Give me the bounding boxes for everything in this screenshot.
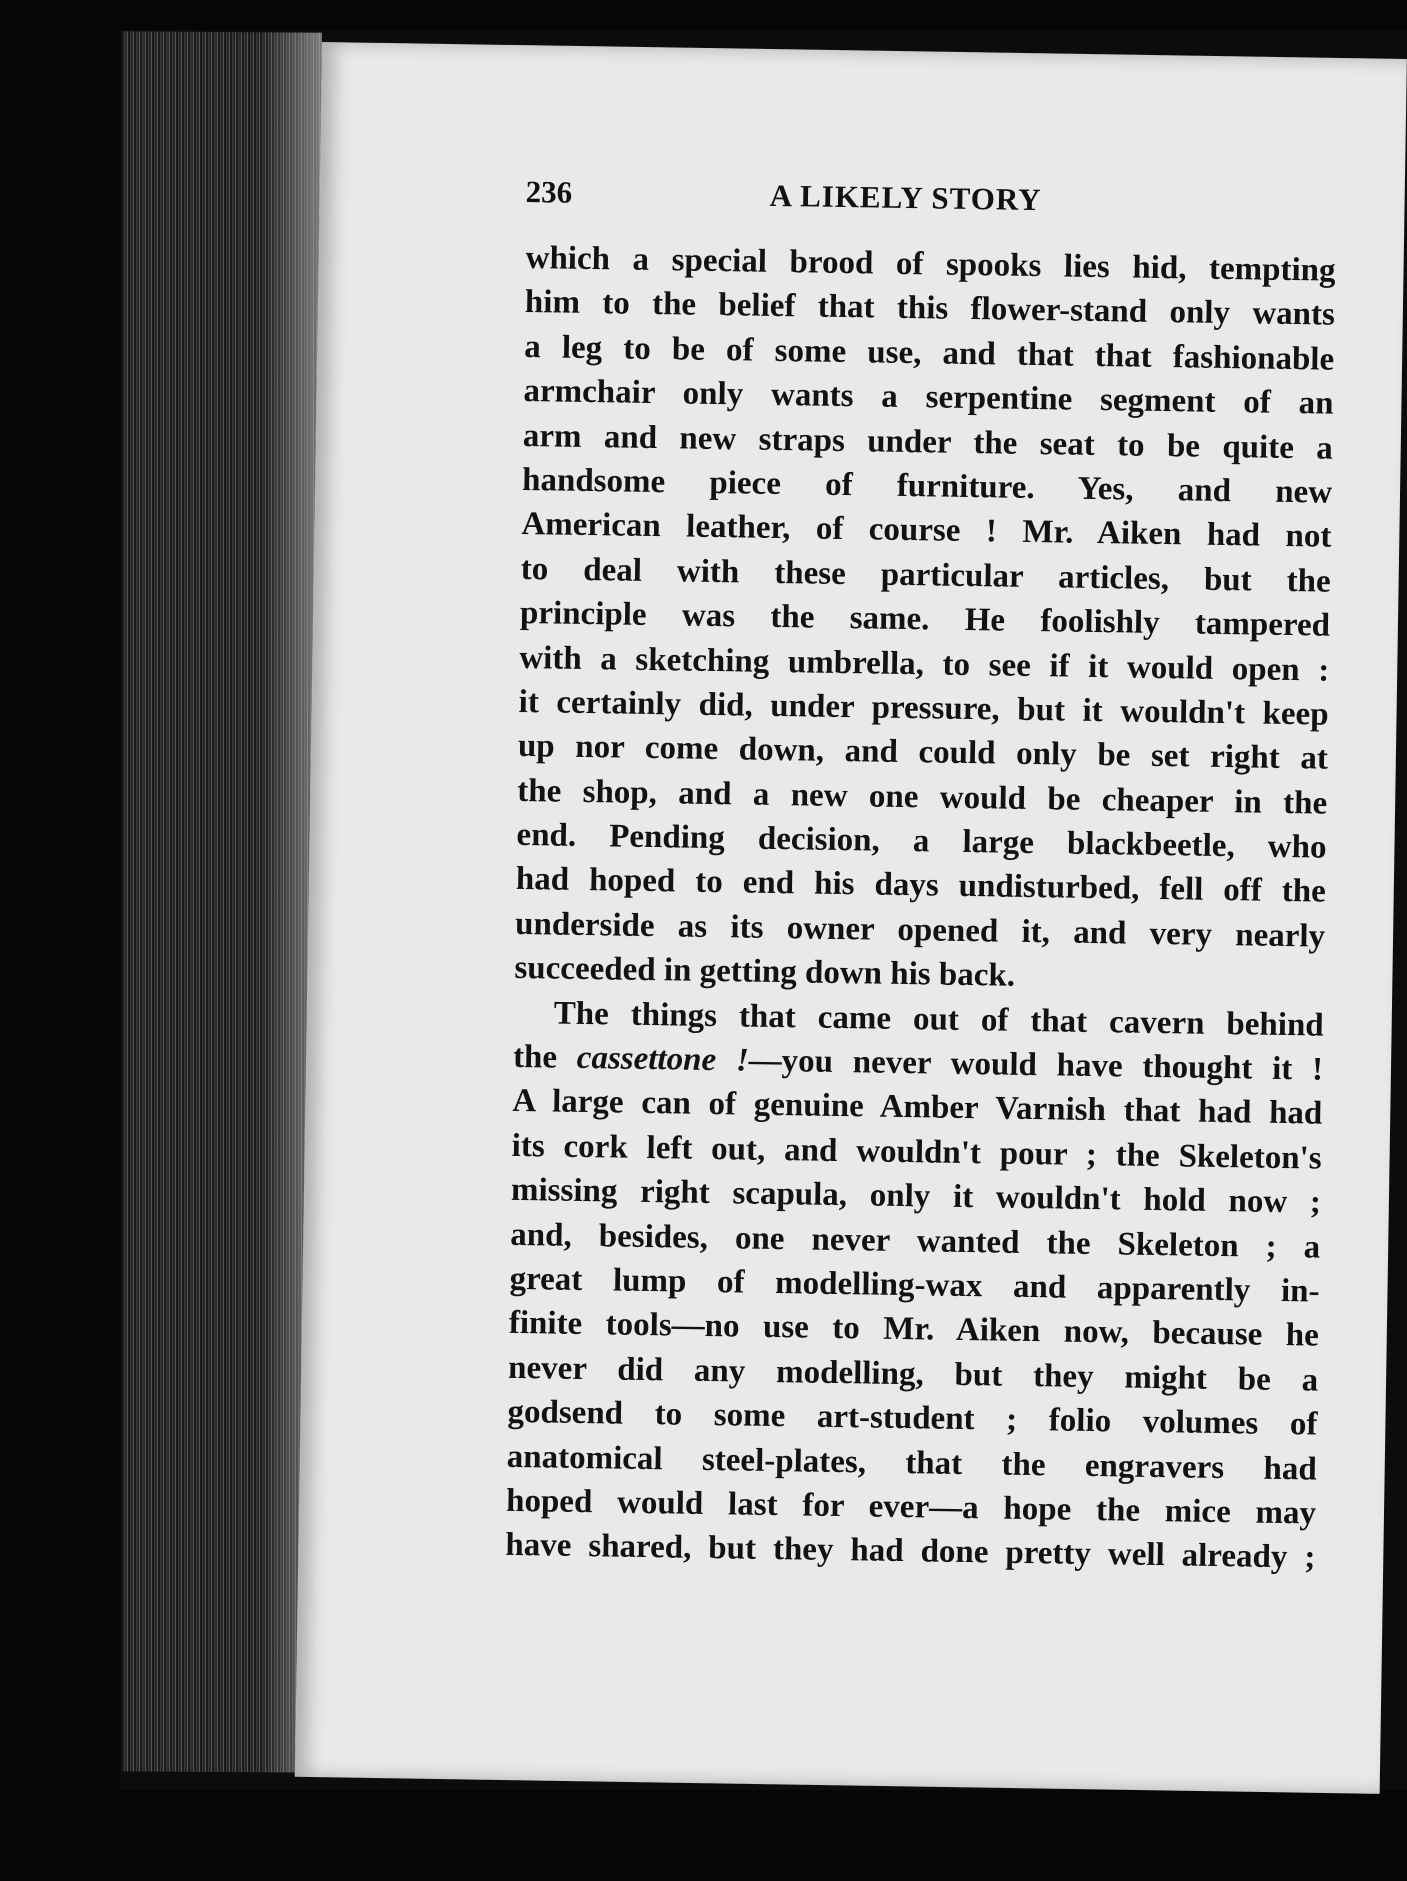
body-text — [505, 236, 1336, 1580]
text-line: which a special brood of spooks lies hid, tempting — [525, 239, 1336, 289]
text-line: missing right scapula, only it wouldn't hold now ; — [510, 1172, 1322, 1221]
paragraph-1 — [514, 236, 1336, 1003]
text-line: up nor come down, and could only be set right at — [517, 728, 1329, 777]
text-segment: the — [512, 1038, 578, 1076]
text-line: principle was the same. He foolishly tampered — [519, 595, 1331, 644]
text-line: American leather, of course ! Mr. Aiken had not — [521, 506, 1332, 556]
text-line: had hoped to end his days undisturbed, fell off the — [515, 861, 1327, 911]
text-line: never did any modelling, but they might be a — [507, 1349, 1319, 1399]
text-line: and, besides, one never wanted the Skeleton ; a — [510, 1216, 1321, 1266]
text-line: underside as its owner opened it, and very nearly — [514, 905, 1326, 955]
text-line: its cork left out, and wouldn't pour ; the Skeleton's — [511, 1127, 1322, 1177]
text-line: finite tools—no use to Mr. Aiken now, because he — [508, 1305, 1320, 1354]
text-line: hoped would last for ever—a hope the mice may — [505, 1482, 1317, 1532]
text-segment: —you never would have thought it ! — [748, 1042, 1324, 1088]
text-line: A large can of genuine Amber Varnish that had had — [512, 1083, 1323, 1133]
page-header — [525, 174, 1116, 229]
text-line: with a sketching umbrella, to see if it would open : — [519, 639, 1330, 689]
text-line: armchair only wants a serpentine segment of an — [523, 373, 1334, 422]
text-line: The things that came out of that cavern behind — [553, 995, 1324, 1044]
text-line: handsome piece of furniture. Yes, and new — [521, 461, 1333, 511]
page-number: 236 — [525, 174, 573, 210]
text-line: the shop, and a new one would be cheaper in the — [517, 772, 1328, 822]
italic-word: cassettone ! — [576, 1039, 749, 1079]
text-line: to deal with these particular articles, but the — [520, 550, 1331, 600]
text-line: have shared, but they had done pretty well already ; — [505, 1527, 1316, 1576]
text-line: it certainly did, under pressure, but it wouldn't keep — [518, 683, 1329, 733]
text-line: godsend to some art-student ; folio volumes of — [507, 1394, 1318, 1443]
text-line: him to the belief that this flower-stand only wants — [524, 284, 1336, 334]
page-edges — [122, 31, 322, 1772]
text-line: anatomical steel-plates, that the engravers had — [506, 1438, 1318, 1488]
text-line: a leg to be of some use, and that that fashionable — [523, 328, 1335, 378]
text-line: arm and new straps under the seat to be quite a — [522, 417, 1334, 467]
text-line: end. Pending decision, a large blackbeetle, who — [516, 817, 1327, 866]
paragraph-2 — [505, 991, 1324, 1581]
running-title: A LIKELY STORY — [769, 177, 1042, 218]
text-line: great lump of modelling-wax and apparently in- — [509, 1260, 1320, 1310]
text-line: succeeded in getting down his back. — [514, 950, 1016, 995]
